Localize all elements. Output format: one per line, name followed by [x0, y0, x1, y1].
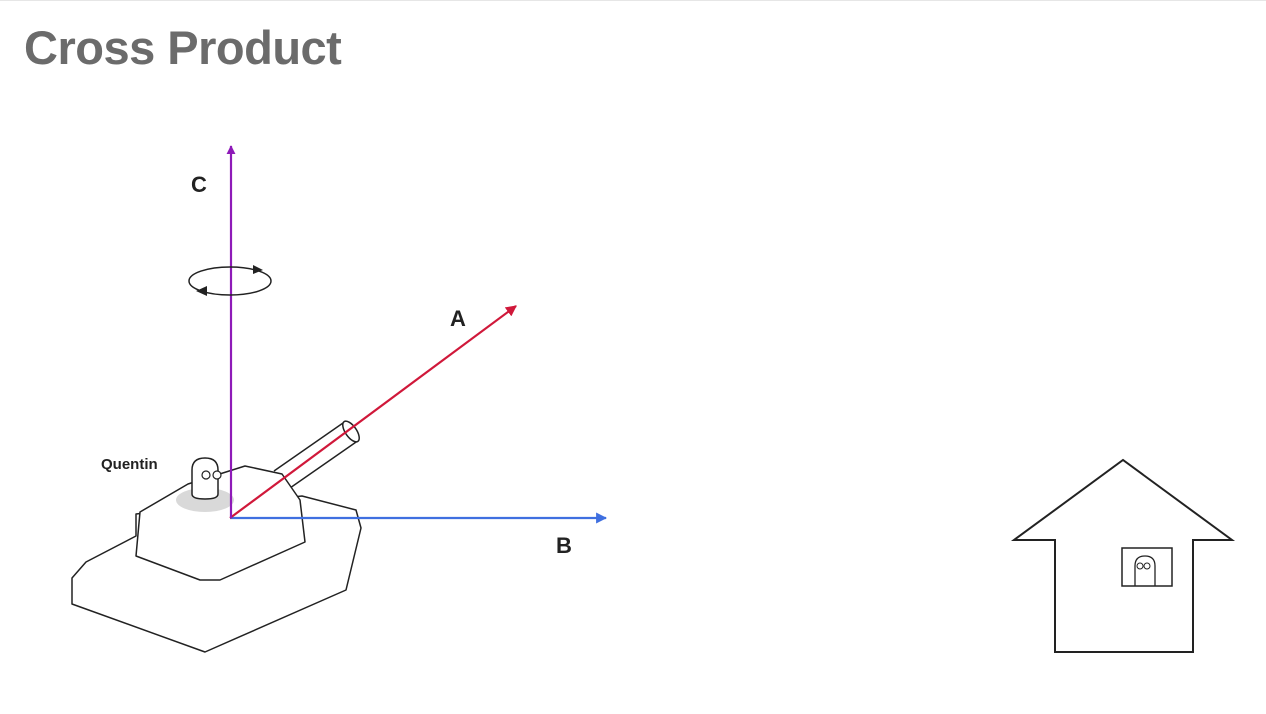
quentin-figure [192, 458, 221, 499]
slide-title: Cross Product [24, 21, 342, 74]
vector-a-label: A [450, 306, 466, 331]
vector-c-label: C [191, 172, 207, 197]
vector-a-arrow [230, 306, 516, 518]
quentin-label: Quentin [101, 456, 158, 473]
house-icon [1014, 460, 1232, 652]
vector-b-label: B [556, 533, 572, 558]
